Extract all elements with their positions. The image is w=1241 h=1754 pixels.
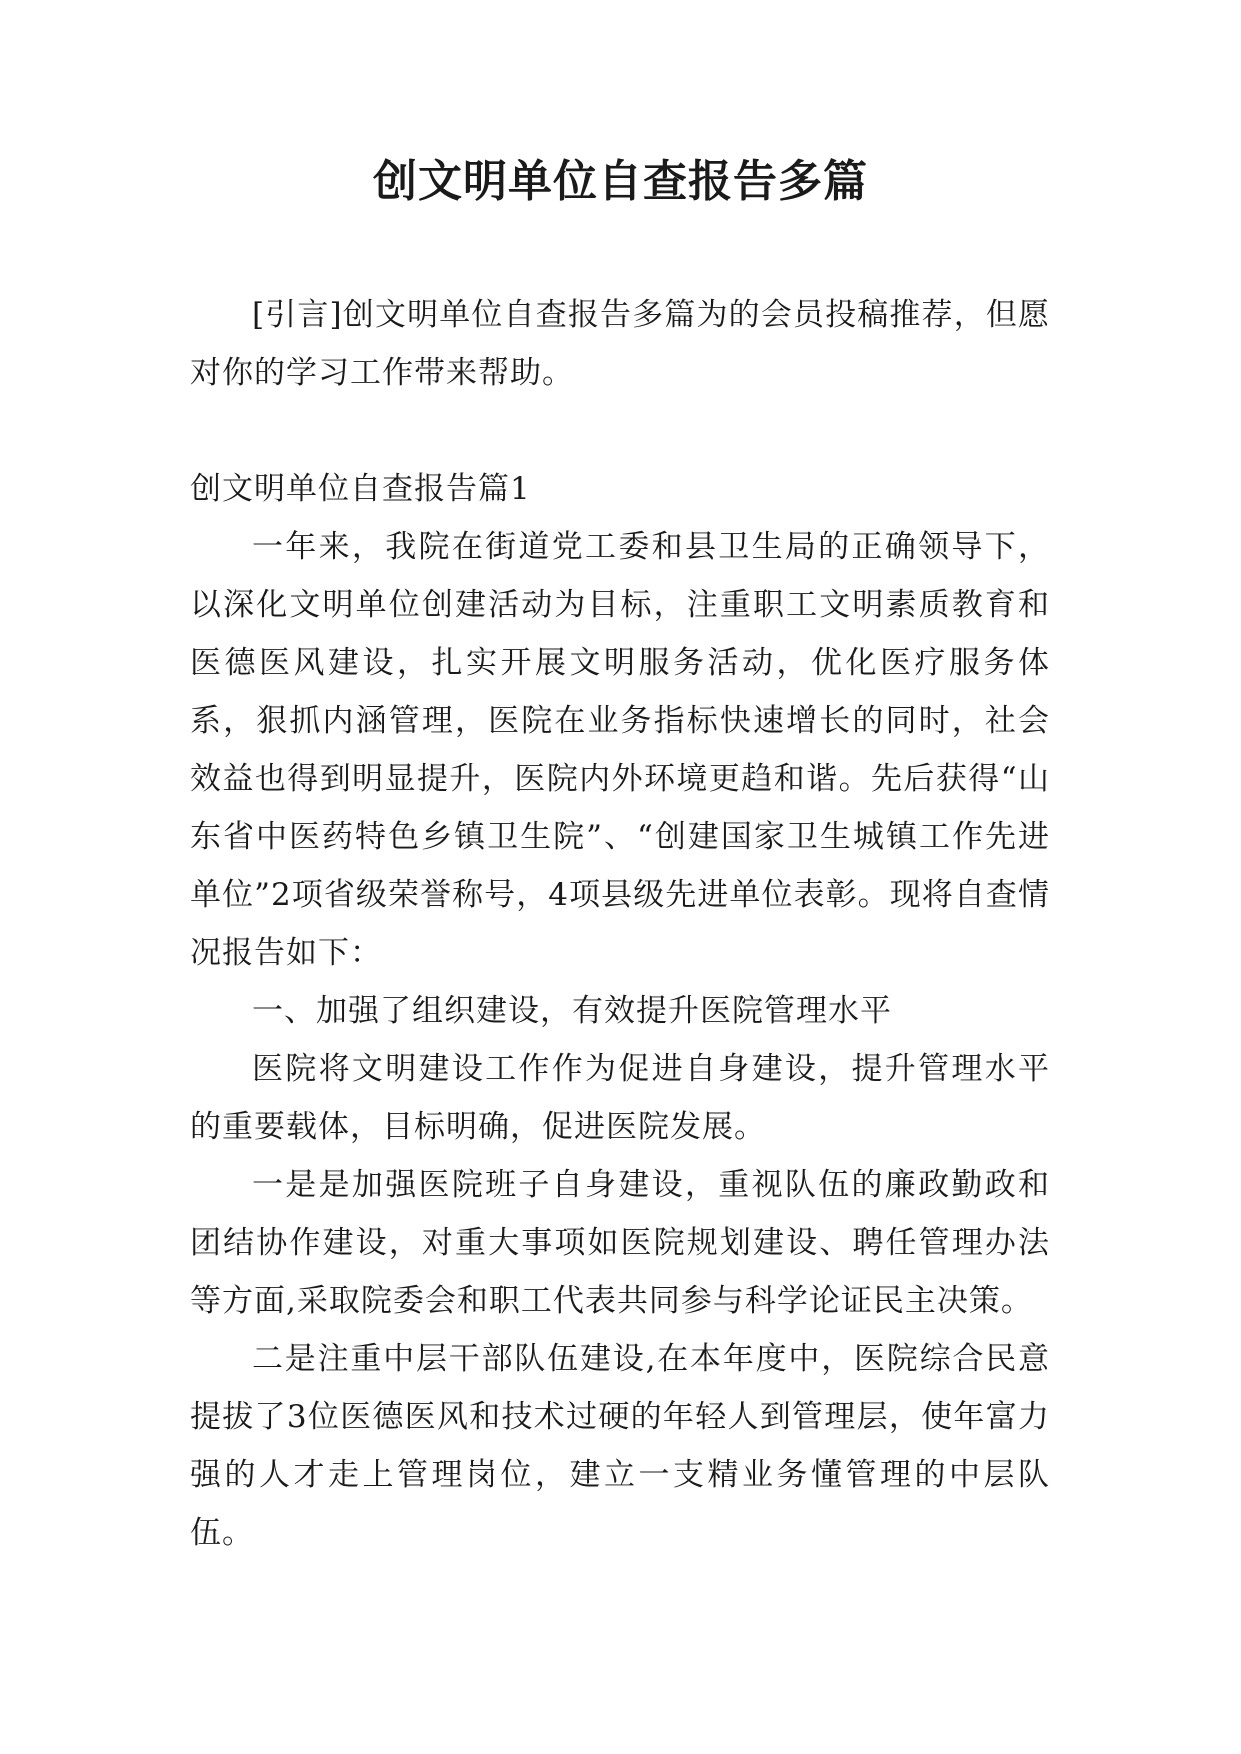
body-paragraph: 一是是加强医院班子自身建设，重视队伍的廉政勤政和团结协作建设，对重大事项如医院规划建设、聘任管理办法等方面,采取院委会和职工代表共同参与科学论证民主决策。 (190, 1167, 1050, 1319)
body-paragraph: 一年来，我院在街道党工委和县卫生局的正确领导下，以深化文明单位创建活动为目标，注重职工文明素质教育和医德医风建设，扎实开展文明服务活动，优化医疗服务体系，狠抓内涵管理，医院在业务指标快速增长的同时，社会效益也得到明显提升，医院内外环境更趋和谐。先后获得“山东省中医药特色乡镇卫生院”、“创建国家卫生城镇工作先进单位”2项省级荣誉称号，4项县级先进单位表彰。现将自查情况报告如下： (190, 529, 1050, 971)
section-heading: 创文明单位自查报告篇1 (190, 471, 531, 507)
document-title: 创文明单位自查报告多篇 (373, 156, 868, 207)
document-body (190, 460, 1050, 1562)
intro-paragraph: [引言]创文明单位自查报告多篇为的会员投稿推荐，但愿对你的学习工作带来帮助。 (190, 297, 1050, 391)
body-paragraph: 二是注重中层干部队伍建设,在本年度中，医院综合民意提拔了3位医德医风和技术过硬的年轻人到管理层，使年富力强的人才走上管理岗位，建立一支精业务懂管理的中层队伍。 (190, 1341, 1050, 1551)
body-paragraph: 医院将文明建设工作作为促进自身建设，提升管理水平的重要载体，目标明确，促进医院发展。 (190, 1051, 1050, 1145)
subsection-heading: 一、加强了组织建设，有效提升医院管理水平 (252, 993, 892, 1029)
